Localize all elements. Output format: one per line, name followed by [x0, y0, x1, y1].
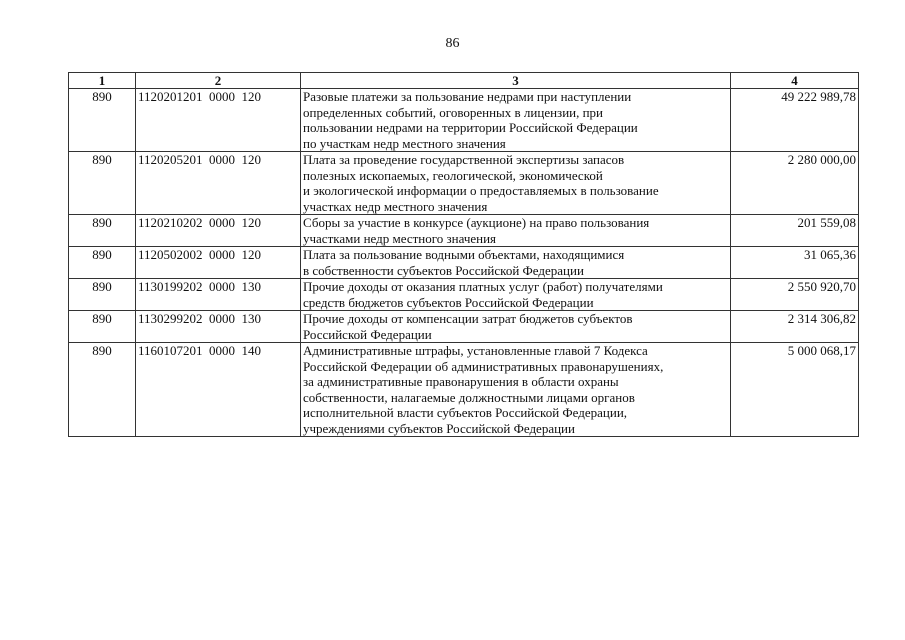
- table-row: [69, 89, 859, 152]
- amount-cell: 2 550 920,70: [731, 279, 859, 311]
- revenue-name-line: по участкам недр местного значения: [303, 135, 506, 151]
- revenue-name-line: Прочие доходы от оказания платных услуг (работ) получателями: [303, 279, 663, 294]
- table-row: [69, 215, 859, 247]
- revenue-code-cell: 1130299202 0000 130: [136, 311, 301, 343]
- admin-code-cell: 890: [69, 311, 136, 343]
- revenue-name-line: участках недр местного значения: [303, 198, 488, 214]
- budget-revenue-table: [68, 72, 859, 437]
- revenue-name-cell: [301, 89, 731, 152]
- table-row: [69, 247, 859, 279]
- admin-code-cell: 890: [69, 215, 136, 247]
- revenue-name-line: Российской Федерации: [303, 326, 432, 342]
- table-row: [69, 279, 859, 311]
- revenue-code-cell: 1120210202 0000 120: [136, 215, 301, 247]
- admin-code-cell: 890: [69, 279, 136, 311]
- amount-cell: 2 314 306,82: [731, 311, 859, 343]
- revenue-name-line: средств бюджетов субъектов Российской Федерации: [303, 294, 594, 310]
- revenue-name-line: и экологической информации о предоставляемых в пользование: [303, 183, 659, 198]
- revenue-name-line: Российской Федерации об административных правонарушениях,: [303, 358, 664, 374]
- table-header-row: [69, 73, 859, 89]
- column-header-3: 3: [301, 73, 731, 89]
- revenue-name-cell: [301, 215, 731, 247]
- revenue-name-cell: [301, 279, 731, 311]
- revenue-name-line: учреждениями субъектов Российской Федерации: [303, 420, 575, 436]
- revenue-name-line: Сборы за участие в конкурсе (аукционе) на право пользования: [303, 215, 650, 230]
- revenue-name-line: собственности, налагаемые должностными лицами органов: [303, 389, 635, 405]
- table-row: [69, 343, 859, 437]
- revenue-name-line: исполнительной власти субъектов Российской Федерации,: [303, 405, 628, 420]
- revenue-name-line: Плата за проведение государственной экспертизы запасов: [303, 152, 625, 167]
- revenue-name-line: Плата за пользование водными объектами, находящимися: [303, 247, 625, 262]
- table-row: [69, 152, 859, 215]
- revenue-name-line: за административные правонарушения в области охраны: [303, 374, 619, 389]
- revenue-code-cell: 1120502002 0000 120: [136, 247, 301, 279]
- column-header-2: 2: [136, 73, 301, 89]
- revenue-name-line: полезных ископаемых, геологической, экономической: [303, 167, 603, 183]
- page-number: 86: [445, 36, 460, 51]
- admin-code-cell: 890: [69, 89, 136, 152]
- revenue-name-line: Административные штрафы, установленные главой 7 Кодекса: [303, 343, 648, 358]
- amount-cell: 49 222 989,78: [731, 89, 859, 152]
- revenue-name-cell: [301, 247, 731, 279]
- admin-code-cell: 890: [69, 343, 136, 437]
- revenue-code-cell: 1120201201 0000 120: [136, 89, 301, 152]
- amount-cell: 2 280 000,00: [731, 152, 859, 215]
- revenue-name-line: пользовании недрами на территории Российской Федерации: [303, 120, 638, 135]
- revenue-name-line: в собственности субъектов Российской Федерации: [303, 262, 584, 278]
- revenue-name-line: Разовые платежи за пользование недрами при наступлении: [303, 89, 632, 104]
- revenue-code-cell: 1130199202 0000 130: [136, 279, 301, 311]
- column-header-1: 1: [69, 73, 136, 89]
- amount-cell: 201 559,08: [731, 215, 859, 247]
- amount-cell: 5 000 068,17: [731, 343, 859, 437]
- revenue-code-cell: 1160107201 0000 140: [136, 343, 301, 437]
- revenue-name-line: участками недр местного значения: [303, 230, 497, 246]
- revenue-name-cell: [301, 311, 731, 343]
- revenue-name-line: Прочие доходы от компенсации затрат бюджетов субъектов: [303, 311, 633, 326]
- revenue-code-cell: 1120205201 0000 120: [136, 152, 301, 215]
- revenue-name-cell: [301, 152, 731, 215]
- admin-code-cell: 890: [69, 247, 136, 279]
- revenue-name-line: определенных событий, оговоренных в лицензии, при: [303, 104, 604, 120]
- amount-cell: 31 065,36: [731, 247, 859, 279]
- table-row: [69, 311, 859, 343]
- revenue-name-cell: [301, 343, 731, 437]
- column-header-4: 4: [731, 73, 859, 89]
- admin-code-cell: 890: [69, 152, 136, 215]
